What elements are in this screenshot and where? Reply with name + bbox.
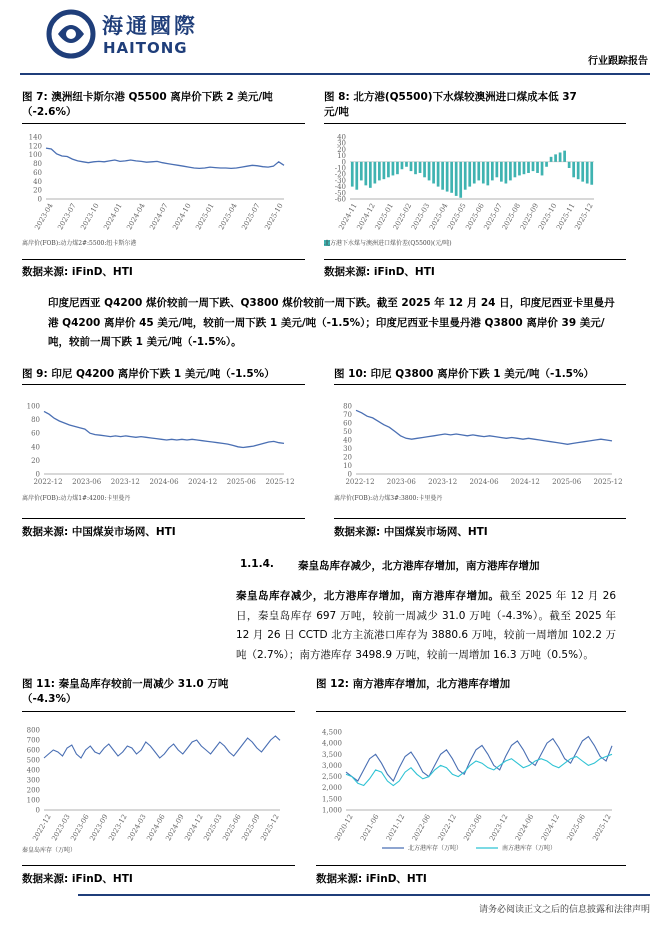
fig8-bar [396,162,399,174]
fig7-xtick-label: 2024-10 [171,202,193,232]
company-logo [46,6,206,66]
fig8-xtick-label: 2025-07 [482,202,504,232]
fig10-title: 图 10: 印尼 Q3800 离岸价下跌 1 美元/吨（-1.5%） [334,368,595,380]
fig7-xtick-label: 2023-04 [33,202,55,232]
fig12-xtick-label: 2024-12 [539,813,562,843]
fig10-xtick-label: 2023-06 [386,478,416,486]
logo-english-name: HAITONG [103,39,188,57]
fig8-bar [383,162,386,179]
fig7-title-rule [22,123,305,124]
fig11-ytick-label: 600 [26,746,40,755]
fig9-ytick-label: 100 [26,402,40,411]
fig7-source: 数据来源: iFinD、HTI [22,266,133,278]
fig8-ytick-label: 10 [337,152,346,161]
fig9-source-rule [22,518,305,519]
fig12-ytick-label: 2,000 [321,784,342,793]
fig11-xtick-label: 2024-03 [126,813,148,843]
fig8-bar [423,162,426,178]
fig9-ytick-label: 40 [31,443,40,452]
fig12-series-line [346,737,612,782]
section-heading: 秦皇岛库存减少，北方港库存增加，南方港库存增加 [298,560,540,572]
section-number: 1.1.4. [240,558,274,570]
header-rule [20,73,650,75]
fig11-ytick-label: 200 [26,786,40,795]
fig11-xtick-label: 2025-09 [240,813,262,843]
fig10-xtick-label: 2022-12 [345,478,375,486]
fig7-xtick-label: 2023-07 [56,202,78,232]
inventory-paragraph-body: 截至 2025 年 12 月 26 日，秦皇岛库存 697 万吨，较前一周减少 31.0 万吨（-4.3%）。截至 2025 年 12 月 26 日 CCTD 北方主流港口库存为 3880.6 万吨，较前一周增加 102.2 万吨（2.7%）；南方港库存 3498.9 万吨，较前一周增加 16.3 万吨（0.5%）。 [236,590,617,661]
fig8-bar [568,162,571,168]
fig8-bar [468,162,471,187]
fig9-chart [22,396,307,511]
fig7-ytick-label: 0 [37,195,42,204]
fig7-xtick-label: 2024-04 [125,202,147,232]
fig8-bar [563,151,566,162]
fig8-bar [414,162,417,174]
fig8-bar [577,162,580,179]
fig8-bar [410,162,413,171]
fig8-ytick-label: 20 [337,145,346,154]
fig8-xtick-label: 2024-12 [355,202,377,232]
fig7-xtick-label: 2025-04 [217,202,239,232]
fig11-xtick-label: 2025-03 [202,813,224,843]
fig12-xtick-label: 2022-12 [436,813,458,843]
fig8-ytick-label: -40 [334,183,346,192]
fig11-xtick-label: 2023-09 [88,813,110,843]
fig11-xtick-label: 2024-09 [164,813,186,843]
fig9-xtick-label: 2023-06 [72,478,102,486]
fig8-bar [550,157,553,162]
fig11-title [22,677,312,707]
fig12-legend-label: 北方港库存（万吨） [408,845,463,852]
fig8-bar [518,162,521,176]
fig8-bar [477,162,480,181]
fig7-xtick-label: 2025-10 [263,202,285,232]
fig11-xtick-label: 2025-12 [259,813,281,843]
fig7-ytick-label: 60 [33,168,42,177]
fig8-bar [405,162,408,167]
fig12-xtick-label: 2023-06 [462,813,484,843]
fig10-source: 数据来源: 中国煤炭市场网、HTI [334,526,488,538]
fig8-title-line2: 元/吨 [324,106,349,118]
fig8-bar [455,162,458,196]
fig8-bar [541,162,544,176]
fig11-title-rule [22,711,295,712]
inventory-paragraph [236,587,616,665]
fig8-bar [514,162,517,178]
fig8-xtick-label: 2025-06 [464,202,486,232]
fig10-ytick-label: 70 [343,411,352,419]
fig11-chart [22,722,297,860]
fig10-ytick-label: 10 [343,462,352,470]
fig12-xtick-label: 2025-12 [591,813,613,843]
fig11-source: 数据来源: iFinD、HTI [22,873,133,885]
fig7-title [22,90,312,120]
fig8-bar [536,162,539,173]
fig9-xtick-label: 2024-06 [149,478,179,486]
fig11-ytick-label: 100 [26,796,40,805]
fig7-ytick-label: 120 [28,142,42,151]
fig8-bar [495,162,498,178]
fig8-bar [473,162,476,184]
fig9-title-rule [22,384,305,385]
fig7-xtick-label: 2023-10 [79,202,101,232]
fig8-xtick-label: 2025-02 [391,202,414,232]
fig8-xtick-label: 2025-12 [573,202,595,232]
fig9-ytick-label: 0 [35,470,40,479]
fig12-ytick-label: 2,500 [321,773,342,782]
fig7-title-line1: 图 7: 澳洲纽卡斯尔港 Q5500 离岸价下跌 2 美元/吨 [22,91,273,103]
fig8-bar [464,162,467,190]
fig7-legend-label: 离岸价(FOB):动力煤2#:5500:纽卡斯尔港 [22,240,137,247]
fig9-xtick-label: 2025-06 [226,478,256,486]
fig8-bar [364,162,367,186]
fig8-title-rule [324,123,626,124]
fig8-bar [428,162,431,181]
fig11-xtick-label: 2024-12 [183,813,205,843]
fig9-ytick-label: 20 [31,456,40,465]
fig8-xtick-label: 2025-04 [428,202,450,232]
fig8-bar [509,162,512,181]
fig8-bar [581,162,584,182]
fig12-xtick-label: 2021-06 [359,813,381,843]
fig8-bar [559,153,562,162]
fig12-ytick-label: 1,500 [321,795,342,804]
fig7-chart [22,127,307,252]
fig8-bar [432,162,435,184]
fig7-ytick-label: 40 [33,177,42,186]
fig10-title-rule [334,384,626,385]
fig8-bar [355,162,358,190]
indonesia-price-paragraph: 印度尼西亚 Q4200 煤价较前一周下跌、Q3800 煤价较前一周下跌。截至 2025 年 12 月 24 日，印度尼西亚卡里曼丹港 Q4200 离岸价 45 美元/吨，较前一周下跌 1 美元/吨（-1.5%）；印度尼西亚卡里曼丹港 Q3800 离岸价 39 美元/吨，较前一周下跌 1 美元/吨（-1.5%）。 [48,297,615,348]
fig8-title [324,90,614,120]
logo-chinese-name: 海通國際 [102,14,198,38]
fig9-legend-label: 离岸价(FOB):动力煤1#:4200:卡里曼丹 [22,495,131,502]
fig10-ytick-label: 0 [347,470,352,479]
fig8-chart [324,127,626,252]
fig9-xtick-label: 2024-12 [188,478,218,486]
fig8-source: 数据来源: iFinD、HTI [324,266,435,278]
fig8-ytick-label: -60 [334,195,346,204]
fig11-xtick-label: 2025-06 [221,813,243,843]
fig11-xtick-label: 2023-06 [69,813,91,843]
fig8-bar [441,162,444,190]
fig10-chart [334,396,626,511]
fig8-bar [437,162,440,187]
footer-disclaimer: 请务必阅读正文之后的信息披露和法律声明 [478,905,650,915]
fig12-chart [316,722,626,860]
fig8-xtick-label: 2025-03 [409,202,432,232]
footer-rule [78,894,650,896]
fig8-bar [545,162,548,167]
fig8-ytick-label: -30 [334,176,346,185]
fig12-ytick-label: 3,000 [321,761,342,770]
fig12-xtick-label: 2021-12 [384,813,407,843]
fig8-bar [505,162,508,184]
report-type-label: 行业跟踪报告 [588,56,648,67]
fig10-ytick-label: 50 [343,428,352,436]
fig7-ytick-label: 140 [28,133,42,142]
fig9-ytick-label: 80 [31,416,40,425]
fig11-ytick-label: 700 [26,736,40,745]
fig8-bar [554,154,557,161]
fig8-bar [586,162,589,184]
fig12-ytick-label: 1,000 [321,806,342,815]
fig7-xtick-label: 2025-07 [240,202,262,232]
fig10-xtick-label: 2023-12 [428,478,458,486]
fig7-xtick-label: 2024-07 [148,202,170,232]
fig12-xtick-label: 2022-06 [410,813,433,843]
fig8-bar [532,162,535,171]
fig8-bar [360,162,363,181]
fig11-source-rule [22,865,295,866]
fig9-source: 数据来源: 中国煤炭市场网、HTI [22,526,176,538]
fig8-bar [387,162,390,178]
inventory-paragraph-lead: 秦皇岛库存减少，北方港库存增加，南方港库存增加。 [236,590,500,602]
logo-emblem-icon [46,8,96,60]
fig8-bar [450,162,453,193]
fig7-series-line [46,148,284,168]
fig10-source-rule [334,518,626,519]
fig11-ytick-label: 800 [26,726,40,735]
fig8-bar [500,162,503,182]
fig8-bar [527,162,530,173]
fig8-bar [373,162,376,184]
fig9-xtick-label: 2022-12 [33,478,63,486]
fig10-legend-label: 离岸价(FOB):动力煤3#:3800:卡里曼丹 [334,495,443,502]
fig8-bar [491,162,494,181]
fig10-ytick-label: 60 [343,419,352,428]
fig11-ytick-label: 0 [35,806,40,815]
fig12-xtick-label: 2023-12 [488,813,510,843]
fig10-xtick-label: 2024-12 [510,478,540,486]
fig7-ytick-label: 80 [33,160,42,169]
fig7-xtick-label: 2024-01 [102,202,124,232]
fig8-ytick-label: -10 [334,164,346,173]
fig11-series-line [44,736,280,758]
fig10-series-line [356,410,612,444]
fig12-title: 图 12: 南方港库存增加，北方港库存增加 [316,678,511,690]
fig12-xtick-label: 2020-12 [333,813,355,843]
fig7-source-rule [22,259,305,260]
fig11-xtick-label: 2023-12 [107,813,129,843]
fig7-ytick-label: 20 [33,186,42,195]
fig11-title-line2: （-4.3%） [22,693,77,705]
fig11-ytick-label: 400 [26,766,40,775]
fig8-bar [446,162,449,192]
fig10-ytick-label: 30 [343,445,352,453]
fig10-xtick-label: 2024-06 [469,478,499,486]
fig12-ytick-label: 4,000 [321,739,342,748]
fig11-ytick-label: 500 [26,756,40,765]
fig8-ytick-label: 40 [337,133,346,142]
fig7-xtick-label: 2025-01 [194,202,216,232]
fig8-xtick-label: 2025-05 [446,202,468,232]
fig8-ytick-label: 0 [341,158,346,167]
fig11-ytick-label: 300 [26,776,40,785]
fig9-xtick-label: 2023-12 [110,478,140,486]
fig11-xtick-label: 2023-03 [50,813,72,843]
fig12-series-line [346,754,612,785]
fig9-ytick-label: 60 [31,429,40,438]
fig10-ytick-label: 40 [343,436,352,445]
fig8-xtick-label: 2025-01 [373,202,396,232]
fig8-xtick-label: 2024-11 [337,202,359,232]
fig8-source-rule [324,259,626,260]
fig12-xtick-label: 2025-06 [565,813,587,843]
fig9-series-line [44,411,284,447]
fig8-xtick-label: 2025-11 [555,202,577,232]
fig8-bar [523,162,526,174]
fig12-source-rule [316,865,626,866]
fig8-ytick-label: 30 [337,139,346,148]
fig8-bar [369,162,372,188]
fig8-bar [590,162,593,185]
fig8-bar [351,162,354,187]
fig11-title-line1: 图 11: 秦皇岛库存较前一周减少 31.0 万吨 [22,678,229,690]
fig10-xtick-label: 2025-06 [552,478,582,486]
fig8-ytick-label: -50 [334,189,346,198]
fig8-bar [459,162,462,198]
fig12-xtick-label: 2024-06 [513,813,536,843]
fig11-xtick-label: 2022-12 [31,813,53,843]
fig7-title-line2: （-2.6%） [22,106,77,118]
fig8-xtick-label: 2025-08 [500,202,523,232]
fig8-ytick-label: -20 [334,170,346,179]
fig8-xtick-label: 2025-09 [518,202,541,232]
fig8-bar [419,162,422,173]
fig9-title: 图 9: 印尼 Q4200 离岸价下跌 1 美元/吨（-1.5%） [22,368,275,380]
fig10-xtick-label: 2025-12 [593,478,623,486]
fig10-ytick-label: 20 [343,453,352,462]
fig8-bar [482,162,485,184]
fig11-legend-label: 秦皇岛库存（万吨） [22,847,77,854]
fig7-ytick-label: 100 [28,151,42,160]
fig8-title-line1: 图 8: 北方港(Q5500)下水煤较澳洲进口煤成本低 37 [324,91,577,103]
fig8-bar [486,162,489,186]
fig8-legend-label: 北方港下水煤与澳洲进口煤价差(Q5500)(元/吨) [324,240,452,247]
fig8-xtick-label: 2025-10 [536,202,559,232]
fig12-ytick-label: 3,500 [321,750,342,759]
fig9-xtick-label: 2025-12 [265,478,295,486]
fig11-xtick-label: 2024-06 [145,813,167,843]
fig12-legend-label: 南方港库存（万吨） [502,845,557,852]
fig8-bar [401,162,404,169]
fig8-bar [572,162,575,178]
fig12-source: 数据来源: iFinD、HTI [316,873,427,885]
fig12-title-rule [316,711,626,712]
fig8-bar [378,162,381,181]
fig12-ytick-label: 4,500 [321,728,342,737]
fig10-ytick-label: 80 [343,402,352,411]
fig8-bar [392,162,395,176]
